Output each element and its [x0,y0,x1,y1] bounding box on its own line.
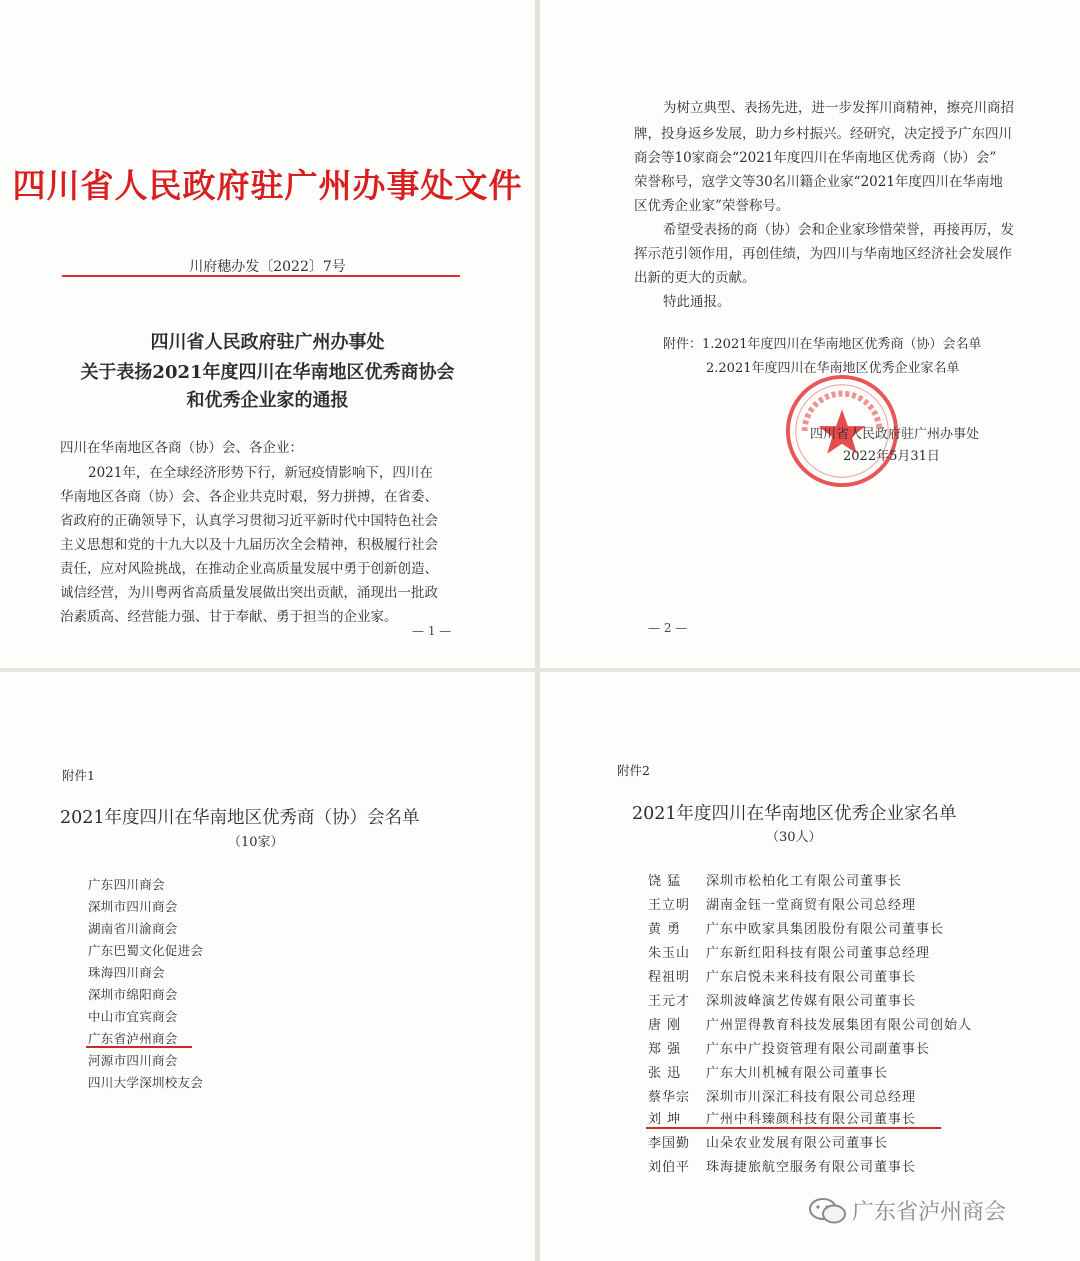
entrepreneur-name: 王元才 [648,994,691,1009]
document-page-3 [0,672,535,1261]
document-page-2 [540,0,1080,668]
body-line: 牌，投身返乡发展，助力乡村振兴。经研究，决定授予广东四川 [634,126,1012,142]
list-subtitle: （30人） [766,830,822,845]
red-divider-rule [62,275,460,277]
signing-date: 2022年5月31日 [843,449,940,464]
association-item: 河源市四川商会 [88,1053,178,1068]
body-line: 区优秀企业家”荣誉称号。 [634,198,790,214]
entrepreneur-title: 深圳市川深汇科技有限公司总经理 [706,1090,917,1105]
list-title: 2021年度四川在华南地区优秀商（协）会名单 [60,808,420,828]
attachment-label: 附件2 [617,763,650,778]
body-line: 治素质高、经营能力强、甘于奉献、勇于担当的企业家。 [60,609,398,625]
page-number: — 2 — [648,621,688,635]
document-page-4 [540,672,1080,1261]
watermark-text: 广东省泸州商会 [852,1200,1007,1225]
signatory: 四川省人民政府驻广州办事处 [810,427,980,442]
association-item: 中山市宜宾商会 [88,1009,178,1024]
body-line: 华南地区各商（协）会、各企业共克时艰，努力拼搏，在省委、 [60,489,438,505]
body-line: 特此通报。 [663,294,731,310]
entrepreneur-title: 广东新红阳科技有限公司董事总经理 [706,946,931,961]
association-item: 湖南省川渝商会 [88,921,178,936]
attachment-label: 附件1 [62,768,95,783]
entrepreneur-title: 广东大川机械有限公司董事长 [706,1066,889,1081]
entrepreneur-name: 李国勤 [648,1136,691,1151]
entrepreneur-name: 张 迅 [648,1066,682,1081]
entrepreneur-name: 朱玉山 [648,946,691,961]
body-line: 责任，应对风险挑战，在推动企业高质量发展中勇于创新创造、 [60,561,438,577]
body-line: 挥示范引领作用，再创佳绩，为四川与华南地区经济社会发展作 [634,246,1012,262]
entrepreneur-name: 蔡华宗 [648,1090,691,1105]
entrepreneur-title: 山朵农业发展有限公司董事长 [706,1136,889,1151]
entrepreneur-name: 唐 刚 [648,1018,682,1033]
list-subtitle: （10家） [228,835,284,850]
list-title: 2021年度四川在华南地区优秀企业家名单 [632,804,957,824]
association-item: 深圳市四川商会 [88,899,178,914]
document-number: 川府穗办发〔2022〕7号 [189,259,346,275]
body-line: 为树立典型、表扬先进，进一步发挥川商精神，擦亮川商招 [663,100,1014,116]
notice-title-line: 关于表扬2021年度四川在华南地区优秀商协会 [80,362,455,383]
document-header: 四川省人民政府驻广州办事处文件 [12,166,523,205]
attachment-line: 附件：1.2021年度四川在华南地区优秀商（协）会名单 [663,337,982,352]
association-item: 深圳市绵阳商会 [88,987,178,1002]
association-item: 广东四川商会 [88,877,165,892]
entrepreneur-title: 深圳市松柏化工有限公司董事长 [706,874,903,889]
highlight-underline [646,1127,941,1129]
association-item-highlighted: 广东省泸州商会 [88,1031,178,1046]
salutation: 四川在华南地区各商（协）会、各企业： [60,440,303,456]
body-line: 荣誉称号，寇学文等30名川籍企业家“2021年度四川在华南地 [634,174,1003,190]
entrepreneur-title: 广东启悦未来科技有限公司董事长 [706,970,917,985]
association-item: 珠海四川商会 [88,965,165,980]
page-number: — 1 — [412,624,452,638]
notice-title-line: 和优秀企业家的通报 [186,390,349,411]
body-line: 2021年，在全球经济形势下行，新冠疫情影响下，四川在 [88,465,433,481]
entrepreneur-name: 饶 猛 [648,874,682,889]
notice-title-line: 四川省人民政府驻广州办事处 [150,332,385,353]
entrepreneur-title: 广州罡得教育科技发展集团有限公司创始人 [706,1018,973,1033]
body-line: 希望受表扬的商（协）会和企业家珍惜荣誉，再接再厉，发 [663,222,1014,238]
entrepreneur-title: 湖南金钰一堂商贸有限公司总经理 [706,898,917,913]
entrepreneur-title: 深圳波峰演艺传媒有限公司董事长 [706,994,917,1009]
body-line: 出新的更大的贡献。 [634,270,756,286]
entrepreneur-name-highlighted: 刘 坤 [648,1112,682,1127]
body-line: 诚信经营，为川粤两省高质量发展做出突出贡献，涌现出一批政 [60,585,438,601]
entrepreneur-title-highlighted: 广州中科臻颜科技有限公司董事长 [706,1112,917,1127]
body-line: 主义思想和党的十九大以及十九届历次全会精神，积极履行社会 [60,537,438,553]
body-line: 商会等10家商会“2021年度四川在华南地区优秀商（协）会” [634,150,997,166]
entrepreneur-name: 程祖明 [648,970,691,985]
entrepreneur-name: 郑 强 [648,1042,682,1057]
attachment-line: 2.2021年度四川在华南地区优秀企业家名单 [706,361,960,376]
entrepreneur-title: 珠海捷旅航空服务有限公司董事长 [706,1160,917,1175]
entrepreneur-name: 黄 勇 [648,922,682,937]
document-page-1 [0,0,535,668]
entrepreneur-title: 广东中欧家具集团股份有限公司董事长 [706,922,945,937]
association-item: 四川大学深圳校友会 [88,1075,204,1090]
entrepreneur-title: 广东中广投资管理有限公司副董事长 [706,1042,931,1057]
association-item: 广东巴蜀文化促进会 [88,943,204,958]
body-line: 省政府的正确领导下，认真学习贯彻习近平新时代中国特色社会 [60,513,438,529]
wechat-icon [808,1197,848,1225]
highlight-underline [86,1046,192,1048]
entrepreneur-name: 刘伯平 [648,1160,691,1175]
entrepreneur-name: 王立明 [648,898,691,913]
